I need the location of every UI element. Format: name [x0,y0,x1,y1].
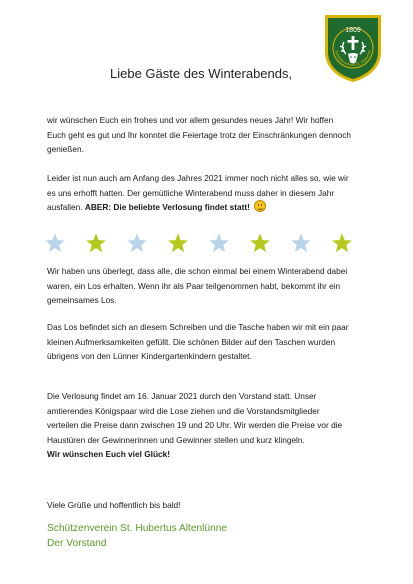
text-line: Leider ist nun auch am Anfang des Jahres 2021 immer noch nicht alles so, wie wir [47,173,349,183]
text-line: Das Los befindet sich an diesem Schreiben und die Tasche haben wir mit ein paar [47,322,349,332]
letter-heading: Liebe Gäste des Winterabends, [110,66,293,81]
green-star-icon [167,232,189,254]
paragraph-bag-and-ticket [47,320,367,364]
smiling-face-emoji-icon [254,200,266,212]
text-line: übrigens von den Lünner Kindergartenkindern gestaltet. [47,351,252,362]
blue-star-icon [208,232,230,254]
text-line-plain: ausfallen. [47,202,85,213]
text-line [47,200,367,215]
paragraph-raffle-tickets [47,264,367,308]
club-crest-logo [322,12,384,84]
greeting-text: Viele Grüße und hoffentlich bis bald! [47,500,181,510]
paragraph-event-cancelled [47,171,367,215]
greeting [47,498,367,513]
good-luck-wish: Wir wünschen Euch viel Glück! [47,449,171,460]
text-line: kleinen Aufmerksamkeiten gefüllt. Die schönen Bilder auf den Taschen wurden [47,336,336,347]
signature-block [47,521,227,551]
text-line: genießen. [47,144,84,155]
text-line: es uns erhofft hatten. Der gemütliche Winterabend muss daher in diesem Jahr [47,187,335,198]
text-line: Haustüren der Gewinnerinnen und Gewinner stellen und kurz klingeln. [47,434,305,445]
signature-club-name: Schützenverein St. Hubertus Altenlünne [47,523,228,534]
paragraph-new-year-wishes [47,113,367,157]
green-star-icon [249,232,271,254]
crest-ring-text: Schützenverein St. Hubertus [334,49,372,68]
raffle-announcement: ABER: Die beliebte Verlosung findet statt! [84,202,250,213]
blue-star-icon [290,232,312,254]
blue-star-icon [126,232,148,254]
text-line: Die Verlosung findet am 16. Januar 2021 durch den Vorstand statt. Unser [47,391,317,401]
text-line: amtierendes Königspaar wird die Lose ziehen und die Vorstandsmitglieder [47,405,320,416]
text-line: wir wünschen Euch ein frohes und vor allem gesundes neues Jahr! Wir hoffen [47,115,334,125]
text-line: waren, ein Los erhalten. Wenn ihr als Paar teilgenommen habt, bekommt ihr ein [47,280,341,291]
paragraph-raffle-date [47,389,367,462]
star-divider [44,232,364,256]
text-line: verteilen die Preise dann zwischen 19 und 20 Uhr. Wir werden die Preise vor die [47,420,343,431]
crest-year: 1809 [345,27,361,34]
text-line: Euch geht es gut und Ihr konntet die Feiertage trotz der Einschränkungen dennoch [47,129,351,140]
text-line: Wir haben uns überlegt, dass alle, die schon einmal bei einem Winterabend dabei [47,266,348,276]
blue-star-icon [44,232,66,254]
signature-board: Der Vorstand [47,538,107,549]
green-star-icon [331,232,353,254]
text-line: gemeinsames Los. [47,295,117,306]
green-star-icon [85,232,107,254]
